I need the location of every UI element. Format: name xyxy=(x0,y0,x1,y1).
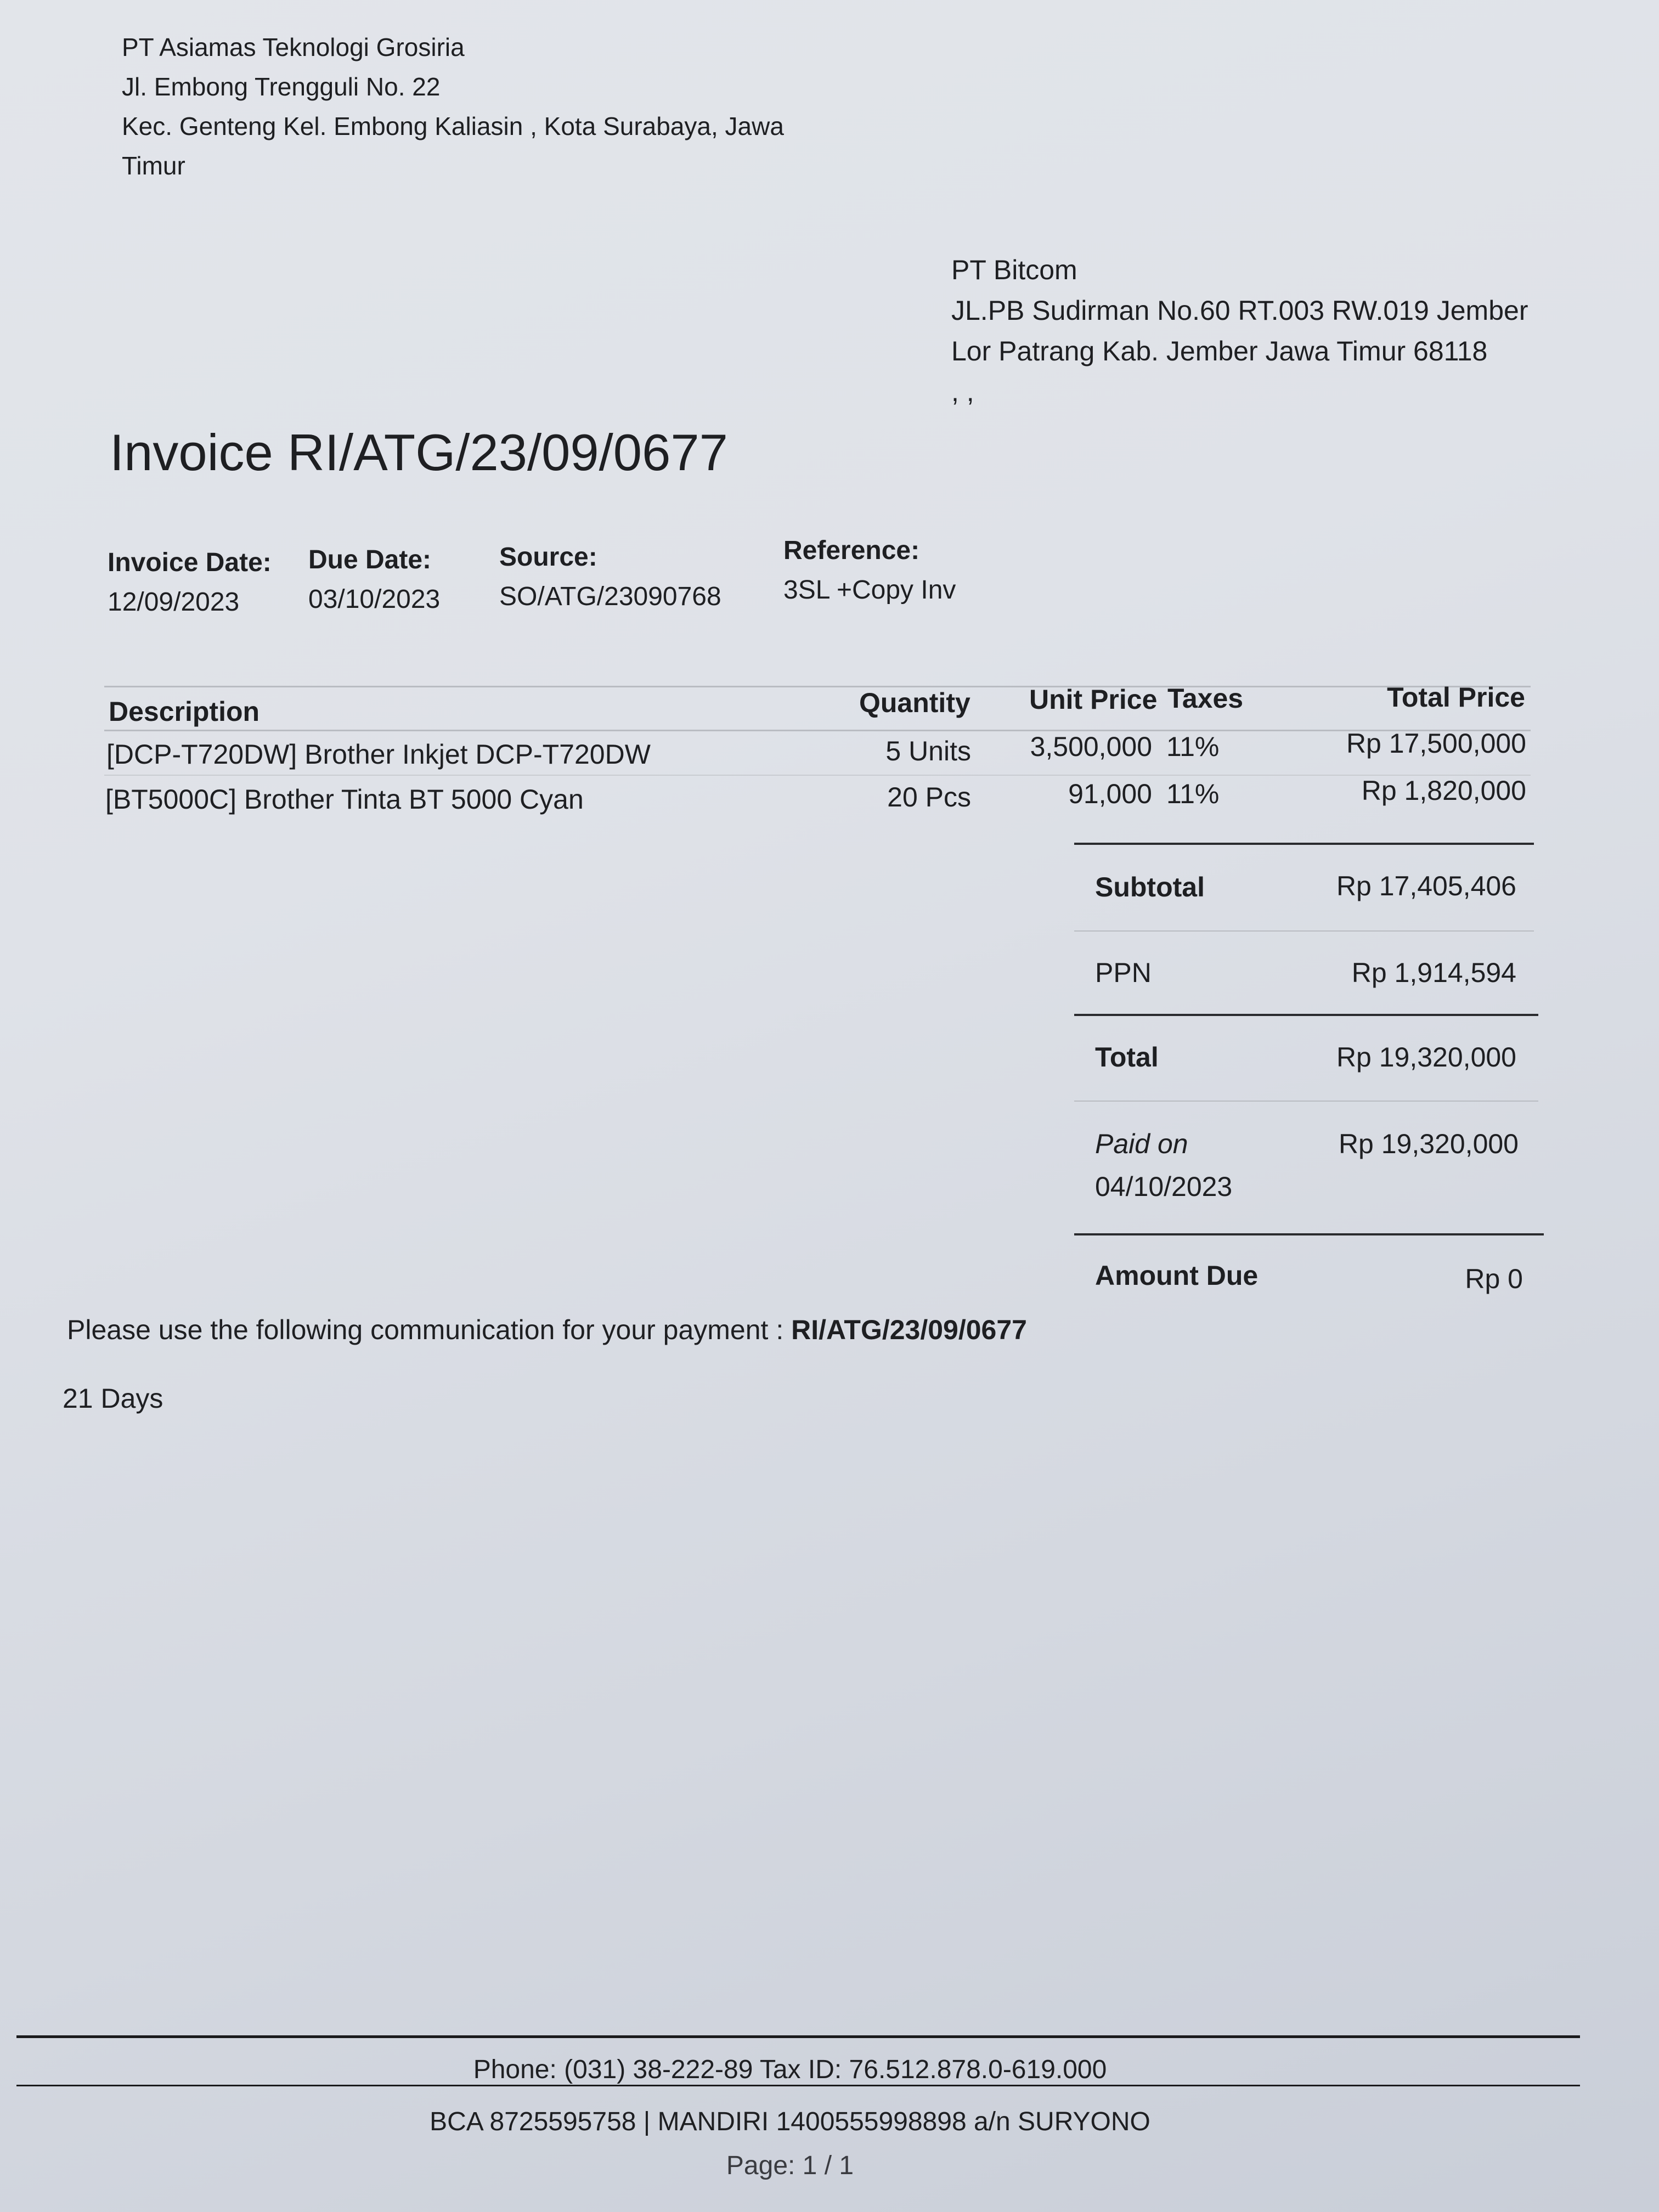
row-1-description: [DCP-T720DW] Brother Inkjet DCP-T720DW xyxy=(106,739,651,770)
customer-name: PT Bitcom xyxy=(951,255,1077,285)
due-date-block xyxy=(308,540,440,619)
totals-top-rule xyxy=(1074,843,1534,845)
header-total-price: Total Price xyxy=(1387,682,1525,713)
subtotal-value: Rp 17,405,406 xyxy=(1336,871,1516,901)
company-area-2: Timur xyxy=(122,151,185,180)
paid-on-date: 04/10/2023 xyxy=(1095,1171,1233,1202)
footer-contact: Phone: (031) 38-222-89 Tax ID: 76.512.878.0-619.000 xyxy=(473,2055,1107,2084)
company-name: PT Asiamas Teknologi Grosiria xyxy=(122,33,465,61)
row-2-quantity: 20 Pcs xyxy=(887,782,971,812)
total-label: Total xyxy=(1095,1042,1159,1073)
row-1-taxes: 11% xyxy=(1166,731,1220,762)
due-date-label: Due Date: xyxy=(308,545,432,574)
row-2-description: [BT5000C] Brother Tinta BT 5000 Cyan xyxy=(105,784,584,815)
reference-block xyxy=(783,531,956,610)
amount-due-value: Rp 0 xyxy=(1465,1263,1523,1294)
row-2-taxes: 11% xyxy=(1166,778,1220,809)
row-1-total-price: Rp 17,500,000 xyxy=(1346,728,1526,759)
table-top-rule xyxy=(104,686,1531,687)
payment-communication-text: Please use the following communication for your payment : xyxy=(67,1314,792,1345)
footer-top-rule xyxy=(16,2035,1580,2038)
invoice-date-label: Invoice Date: xyxy=(108,548,272,577)
customer-address-line-3: , , xyxy=(951,376,974,407)
customer-address-line-1: JL.PB Sudirman No.60 RT.003 RW.019 Jember xyxy=(951,295,1528,326)
customer-address-line-2: Lor Patrang Kab. Jember Jawa Timur 68118 xyxy=(951,336,1488,366)
paid-rule xyxy=(1074,1233,1544,1235)
company-street: Jl. Embong Trengguli No. 22 xyxy=(122,72,441,101)
due-date-value: 03/10/2023 xyxy=(308,585,441,614)
ppn-rule xyxy=(1074,1014,1538,1016)
invoice-date-value: 12/09/2023 xyxy=(108,588,240,617)
payment-communication xyxy=(67,1314,1027,1346)
subtotal-label: Subtotal xyxy=(1095,872,1205,902)
header-description: Description xyxy=(109,696,260,727)
reference-label: Reference: xyxy=(783,536,920,565)
header-quantity: Quantity xyxy=(859,687,970,718)
header-unit-price: Unit Price xyxy=(1029,684,1158,715)
source-value: SO/ATG/23090768 xyxy=(499,582,721,611)
invoice-title: Invoice RI/ATG/23/09/0677 xyxy=(110,424,728,481)
row-1-unit-price: 3,500,000 xyxy=(1030,731,1152,762)
total-value: Rp 19,320,000 xyxy=(1336,1042,1516,1073)
amount-due-label: Amount Due xyxy=(1095,1260,1259,1291)
subtotal-rule xyxy=(1074,930,1534,932)
ppn-label: PPN xyxy=(1095,957,1152,988)
footer-mid-rule xyxy=(16,2085,1580,2086)
source-label: Source: xyxy=(499,543,597,572)
row-2-total-price: Rp 1,820,000 xyxy=(1361,775,1526,806)
company-address xyxy=(122,27,784,185)
header-taxes: Taxes xyxy=(1167,683,1244,714)
payment-terms: 21 Days xyxy=(63,1383,163,1414)
paid-on-label: Paid on xyxy=(1095,1128,1188,1159)
invoice-date-block xyxy=(108,543,272,622)
row-2-unit-price: 91,000 xyxy=(1068,778,1152,809)
row-1-quantity: 5 Units xyxy=(885,736,971,766)
source-block xyxy=(499,538,721,617)
payment-reference: RI/ATG/23/09/0677 xyxy=(791,1314,1027,1345)
company-area: Kec. Genteng Kel. Embong Kaliasin , Kota Surabaya, Jawa xyxy=(122,112,784,140)
total-rule xyxy=(1074,1101,1538,1102)
paid-amount: Rp 19,320,000 xyxy=(1338,1128,1519,1159)
customer-address xyxy=(951,250,1528,412)
ppn-value: Rp 1,914,594 xyxy=(1351,957,1516,988)
footer-bank: BCA 8725595758 | MANDIRI 1400555998898 a/n SURYONO xyxy=(430,2107,1150,2136)
footer-page-number: Page: 1 / 1 xyxy=(726,2151,854,2180)
reference-value: 3SL +Copy Inv xyxy=(783,575,956,605)
